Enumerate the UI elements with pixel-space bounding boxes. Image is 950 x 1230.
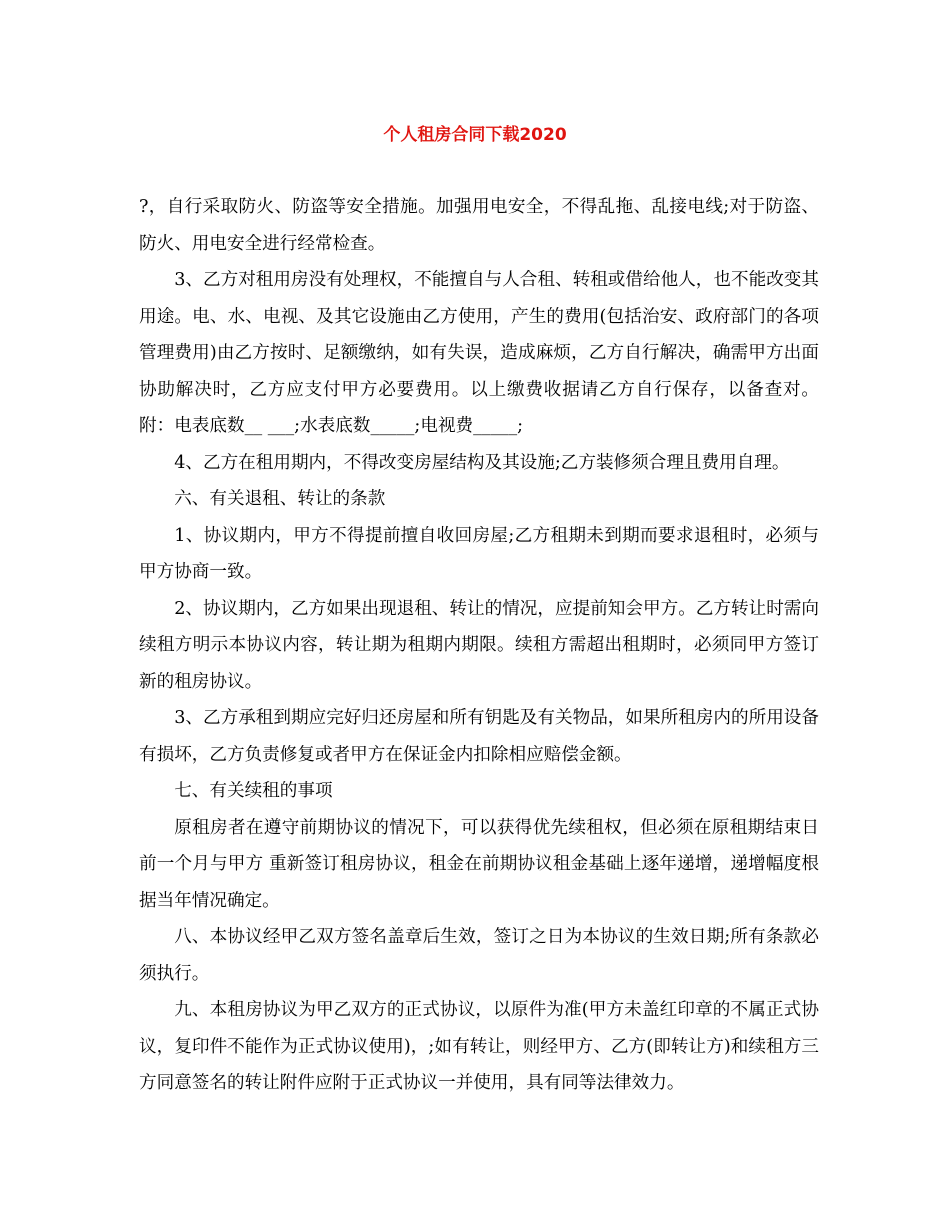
section-heading-7: 七、有关续租的事项: [174, 781, 333, 801]
document-body: [139, 189, 819, 1102]
paragraph-8-effective: 八、本协议经甲乙双方签名盖章后生效，签订之日为本协议的生效日期;所有条款必须执行。: [139, 927, 819, 984]
paragraph-clause-4-structure: 4、乙方在租用期内，不得改变房屋结构及其设施;乙方装修须合理且费用自理。: [174, 452, 790, 473]
paragraph-7-renewal: 原租房者在遵守前期协议的情况下，可以获得优先续租权，但必须在原租期结束日前一个月与甲方 重新签订租房协议，租金在前期协议租金基础上逐年递增，递增幅度根据当年情况确定。: [139, 817, 819, 911]
paragraph-6-clause-2: 2、协议期内，乙方如果出现退租、转让的情况，应提前知会甲方。乙方转让时需向续租方明示本协议内容，转让期为租期内期限。续租方需超出租期时，必须同甲方签订新的租房协议。: [139, 598, 819, 692]
paragraph-6-clause-3: 3、乙方承租到期应完好归还房屋和所有钥匙及有关物品，如果所租房内的所用设备有损坏，乙方负责修复或者甲方在保证金内扣除相应赔偿金额。: [139, 708, 819, 765]
paragraph-clause-3-usage: 3、乙方对租用房没有处理权，不能擅自与人合租、转租或借给他人，也不能改变其用途。电、水、电视、及其它设施由乙方使用，产生的费用(包括治安、政府部门的各项管理费用)由乙方按时、足额缴纳，如有失误，造成麻烦，乙方自行解决，确需甲方出面协助解决时，乙方应支付甲方必要费用。以上缴费收据请乙方自行保存，以备查对。附：电表底数__ ___;水表底数_____;电视费_____;: [139, 270, 819, 436]
paragraph-6-clause-1: 1、协议期内，甲方不得提前擅自收回房屋;乙方租期未到期而要求退租时，必须与甲方协商一致。: [139, 525, 819, 582]
document-title: 个人租房合同下载2020: [383, 125, 567, 145]
section-heading-6: 六、有关退租、转让的条款: [174, 489, 386, 509]
paragraph-safety-continued: ?，自行采取防火、防盗等安全措施。加强用电安全，不得乱拖、乱接电线;对于防盗、防火、用电安全进行经常检查。: [139, 197, 819, 254]
paragraph-9-official: 九、本租房协议为甲乙双方的正式协议，以原件为准(甲方未盖红印章的不属正式协议，复印件不能作为正式协议使用)，;如有转让，则经甲方、乙方(即转让方)和续租方三方同意签名的转让附件应附于正式协议一并使用，具有同等法律效力。: [139, 1000, 819, 1093]
